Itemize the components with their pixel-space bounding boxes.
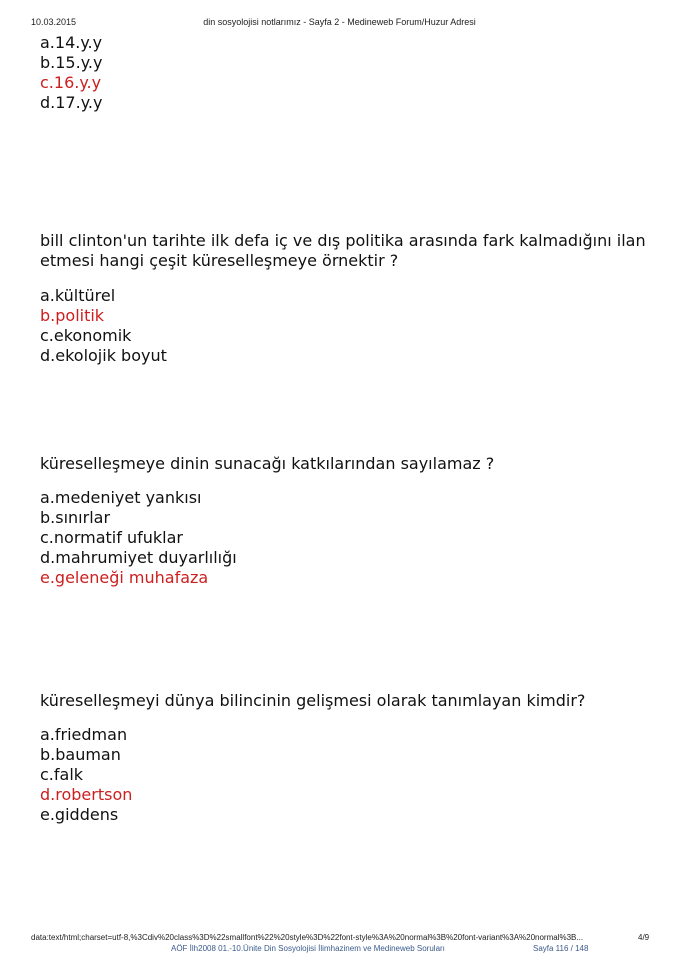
question-1-options <box>40 33 102 113</box>
print-title: din sosyolojisi notlarımız - Sayfa 2 - Medineweb Forum/Huzur Adresi <box>203 17 476 27</box>
question-4-options <box>40 725 132 825</box>
answer-option: b.bauman <box>40 745 121 764</box>
print-url: data:text/html;charset=utf-8,%3Cdiv%20class%3D%22smallfont%22%20style%3D%22font-style%3A%20normal%3B%20font-variant%3A%20normal%3B... <box>31 933 584 942</box>
answer-option: c.normatif ufuklar <box>40 528 183 547</box>
document-source: AÖF İlh2008 01.-10.Ünite Din Sosyolojisi İlimhazinem ve Medineweb Soruları <box>171 944 445 953</box>
answer-option: e.giddens <box>40 805 119 824</box>
answer-option: a.medeniyet yankısı <box>40 488 202 507</box>
question-3-options <box>40 488 237 588</box>
answer-option: d.robertson <box>40 785 133 804</box>
print-page-number: 4/9 <box>638 933 650 942</box>
answer-option: c.falk <box>40 765 84 784</box>
answer-option: a.14.y.y <box>40 33 103 52</box>
answer-option: c.16.y.y <box>40 73 102 92</box>
answer-option: a.friedman <box>40 725 128 744</box>
print-header <box>0 17 679 31</box>
answer-option: e.geleneği muhafaza <box>40 568 209 587</box>
question-3-text: küreselleşmeye dinin sunacağı katkılarından sayılamaz ? <box>40 454 495 473</box>
document-footer <box>0 944 679 956</box>
question-2-text: bill clinton'un tarihte ilk defa iç ve dış politika arasında fark kalmadığını ilan etmesi hangi çeşit küreselleşmeye örnektir ? <box>40 231 646 270</box>
answer-option: b.sınırlar <box>40 508 111 527</box>
answer-option: c.ekonomik <box>40 326 132 345</box>
document-page-number: Sayfa 116 / 148 <box>533 944 589 953</box>
answer-option: a.kültürel <box>40 286 116 305</box>
print-date: 10.03.2015 <box>31 17 77 27</box>
question-4-text: küreselleşmeyi dünya bilincinin gelişmesi olarak tanımlayan kimdir? <box>40 691 586 710</box>
answer-option: d.17.y.y <box>40 93 103 112</box>
answer-option: d.mahrumiyet duyarlılığı <box>40 548 237 567</box>
answer-option: b.politik <box>40 306 105 325</box>
answer-option: d.ekolojik boyut <box>40 346 167 365</box>
answer-option: b.15.y.y <box>40 53 103 72</box>
question-2-options <box>40 286 167 366</box>
